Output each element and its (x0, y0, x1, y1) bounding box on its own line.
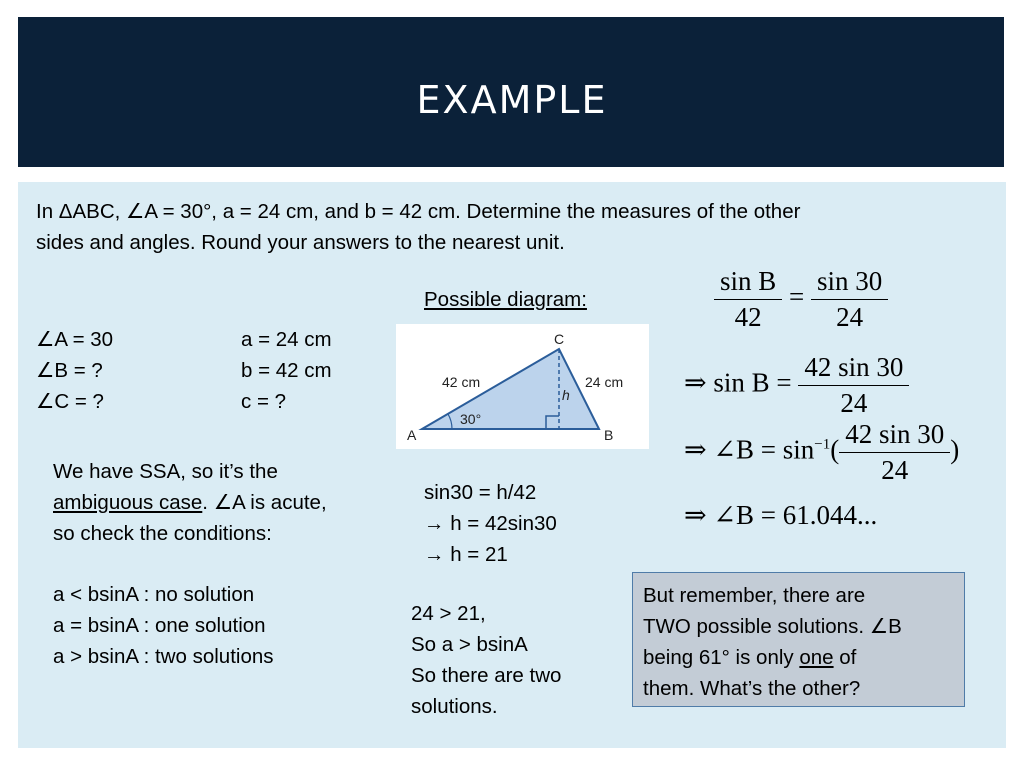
ssa-explanation (53, 456, 327, 549)
givens-angles (36, 324, 113, 417)
given-angle-a: ∠A = 30 (36, 328, 114, 351)
side-b-label: 42 cm (442, 374, 481, 390)
angle-label: 30° (460, 411, 482, 427)
ssa-line-1: We have SSA, so it’s the (53, 460, 278, 483)
arrow-icon: → (424, 512, 445, 535)
eq1-left-fraction: $\frac{\text{sin B}}{42}$ (714, 266, 782, 333)
ssa-line-2 (53, 487, 327, 518)
ssa-line-2-rest: . ∠A is acute, (202, 491, 327, 514)
eq1-right-fraction: $\frac{\sin 30}{24}$ (811, 266, 888, 333)
height-calculation (424, 477, 557, 570)
eq1-equals: = (789, 281, 805, 312)
compare-line-4: solutions. (411, 695, 498, 718)
callout-line-3: being 61° is only one of (643, 646, 857, 669)
problem-line-2: sides and angles. Round your answers to the nearest unit. (36, 231, 565, 254)
given-angle-b: ∠B = ? (36, 359, 103, 382)
equation-1 (714, 266, 888, 333)
condition-two-solutions: a > bsinA : two solutions (53, 645, 274, 668)
reminder-callout (632, 572, 965, 707)
implies-icon: ⇒ (684, 367, 707, 398)
problem-line-1: In ΔABC, ∠A = 30°, a = 24 cm, and b = 42 cm. Determine the measures of the other (36, 200, 801, 223)
callout-line-2: TWO possible solutions. ∠B (643, 615, 902, 638)
height-label: h (562, 387, 570, 403)
triangle-figure (396, 324, 649, 449)
arrow-icon: → (424, 543, 445, 566)
triangle-diagram (396, 324, 649, 449)
equation-3: ⇒ ∠B = $\sin^{-1}$( $\frac{42 \sin 30}{24}$ ) (684, 419, 960, 485)
diagram-label: Possible diagram: (424, 288, 587, 311)
comparison-text (411, 598, 561, 722)
given-side-a: a = 24 cm (241, 328, 332, 351)
callout-line-4: them. What’s the other? (643, 677, 861, 700)
slide-title: EXAMPLE (416, 78, 608, 122)
eq3-fraction: $\frac{42 \sin 30}{24}$ (839, 419, 950, 486)
height-calc-line-1: sin30 = h/42 (424, 481, 537, 504)
implies-icon: ⇒ (684, 500, 707, 530)
eq2-fraction: $\frac{42 \sin 30}{24}$ (798, 352, 909, 419)
givens-sides (241, 324, 332, 417)
compare-line-2: So a > bsinA (411, 633, 528, 656)
given-side-c: c = ? (241, 390, 287, 413)
equation-2: ⇒ sin B = $\frac{42 \sin 30}{24}$ (684, 352, 909, 419)
callout-line-1: But remember, there are (643, 584, 866, 607)
given-side-b: b = 42 cm (241, 359, 332, 382)
vertex-a-label: A (407, 427, 417, 443)
ambiguous-case-term: ambiguous case (53, 491, 203, 514)
condition-one-solution: a = bsinA : one solution (53, 614, 266, 637)
implies-icon: ⇒ (684, 434, 707, 465)
equation-4: ⇒ ∠B = 61.044... (684, 500, 878, 530)
compare-line-1: 24 > 21, (411, 602, 486, 625)
given-angle-c: ∠C = ? (36, 390, 104, 413)
side-a-label: 24 cm (585, 374, 624, 390)
one-emphasis: one (799, 646, 834, 669)
callout-text (643, 580, 902, 704)
vertex-c-label: C (554, 331, 565, 347)
vertex-b-label: B (604, 427, 614, 443)
height-calc-line-2: → h = 42sin30 (424, 512, 557, 535)
ssa-line-3: so check the conditions: (53, 522, 272, 545)
compare-line-3: So there are two (411, 664, 562, 687)
height-calc-line-3: → h = 21 (424, 543, 508, 566)
conditions-list (53, 579, 274, 672)
condition-no-solution: a < bsinA : no solution (53, 583, 255, 606)
